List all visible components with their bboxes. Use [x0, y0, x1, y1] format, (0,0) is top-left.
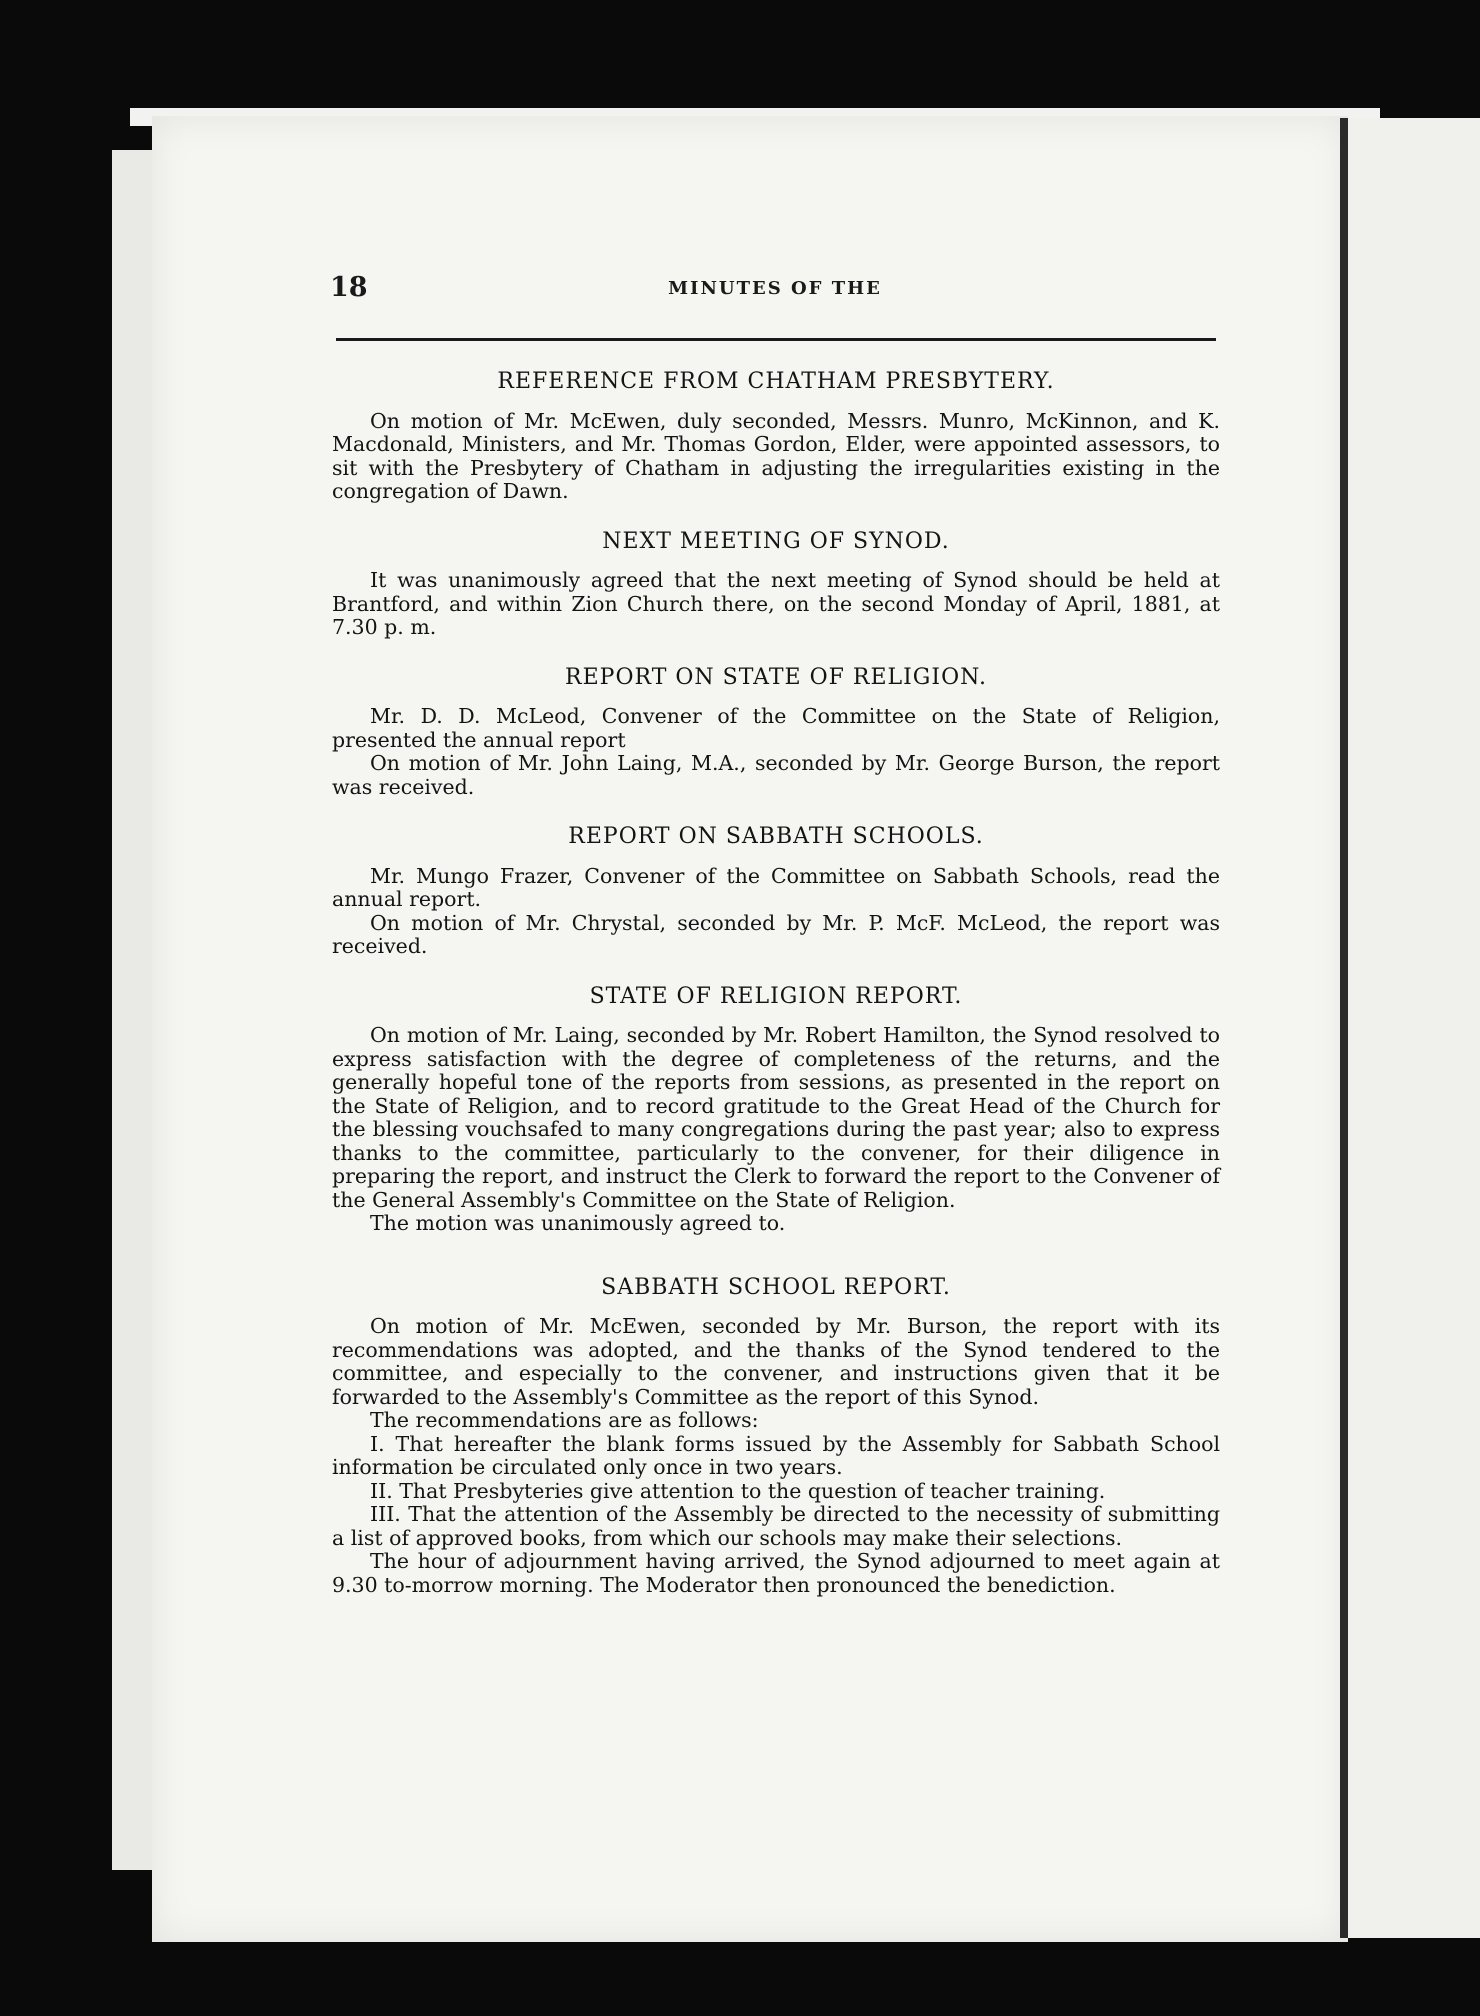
paragraph: The hour of adjournment having arrived, the Synod adjourned to meet again at 9.30 to-morrow morning. The Moderator then pronounced the benediction.: [332, 1549, 1220, 1597]
paragraph: The recommendations are as follows:: [370, 1408, 759, 1432]
header-rule: [336, 338, 1216, 341]
paragraph: It was unanimously agreed that the next meeting of Synod should be held at Brantford, and within Zion Church there, on the second Monday of April, 1881, at 7.30 p. m.: [332, 568, 1220, 639]
section-report-state-religion: [332, 666, 1220, 800]
paragraph: On motion of Mr. McEwen, duly seconded, Messrs. Munro, McKinnon, and K. Macdonald, Ministers, and Mr. Thomas Gordon, Elder, were appointed assessors, to sit with the Presbytery of Chatham in adjusting the irregularities existing in the congregation of Dawn.: [332, 408, 1220, 503]
section-heading: SABBATH SCHOOL REPORT.: [601, 1274, 951, 1300]
recommendation-item: III. That the attention of the Assembly be directed to the necessity of submitting a list of approved books, from which our schools may make their selections.: [332, 1502, 1220, 1550]
section-state-religion-report: [332, 985, 1220, 1236]
section-heading: STATE OF RELIGION REPORT.: [589, 983, 963, 1009]
section-heading: REFERENCE FROM CHATHAM PRESBYTERY.: [497, 369, 1055, 394]
recommendation-item: II. That Presbyteries give attention to the question of teacher training.: [370, 1478, 1106, 1503]
recommendation-item: I. That hereafter the blank forms issued by the Assembly for Sabbath School information be circulated only once in two years.: [332, 1431, 1220, 1479]
book-binding-line: [1340, 118, 1348, 1938]
running-title: MINUTES OF THE: [668, 278, 882, 299]
section-next-meeting: [332, 530, 1220, 640]
section-reference-chatham: [332, 370, 1220, 504]
facing-page-edge: [1348, 118, 1480, 1938]
section-heading: REPORT ON STATE OF RELIGION.: [565, 664, 987, 690]
section-heading: NEXT MEETING OF SYNOD.: [602, 528, 950, 554]
section-heading: REPORT ON SABBATH SCHOOLS.: [568, 824, 984, 849]
page-number: 18: [330, 272, 368, 303]
paragraph: Mr. D. D. McLeod, Convener of the Committee on the State of Religion, presented the annual report: [332, 704, 1220, 752]
page-header: [330, 272, 1220, 312]
paragraph: On motion of Mr. Laing, seconded by Mr. Robert Hamilton, the Synod resolved to express satisfaction with the degree of completeness of the returns, and the generally hopeful tone of the reports from sessions, as presented in the report on the State of Religion, and to record gratitude to the Great Head of the Church for the blessing vouchsafed to many congregations during the past year; also to express thanks to the committee, particularly to the convener, for their diligence in preparing the report, and instruct the Clerk to forward the report to the Convener of the General Assembly's Committee on the State of Religion.: [332, 1023, 1220, 1212]
page-content: [332, 370, 1220, 1623]
paragraph: On motion of Mr. Chrystal, seconded by Mr. P. McF. McLeod, the report was received.: [332, 910, 1220, 958]
paragraph: On motion of Mr. John Laing, M.A., seconded by Mr. George Burson, the report was received.: [332, 751, 1220, 799]
section-report-sabbath-schools: [332, 825, 1220, 959]
paragraph: The motion was unanimously agreed to.: [370, 1211, 786, 1235]
paragraph: On motion of Mr. McEwen, seconded by Mr. Burson, the report with its recommendations was adopted, and the thanks of the Synod tendered to the committee, and especially to the convener, and instructions given that it be forwarded to the Assembly's Committee as the report of this Synod.: [332, 1314, 1220, 1409]
section-sabbath-school-report: [332, 1276, 1220, 1598]
paragraph: Mr. Mungo Frazer, Convener of the Committee on Sabbath Schools, read the annual report.: [332, 863, 1220, 911]
